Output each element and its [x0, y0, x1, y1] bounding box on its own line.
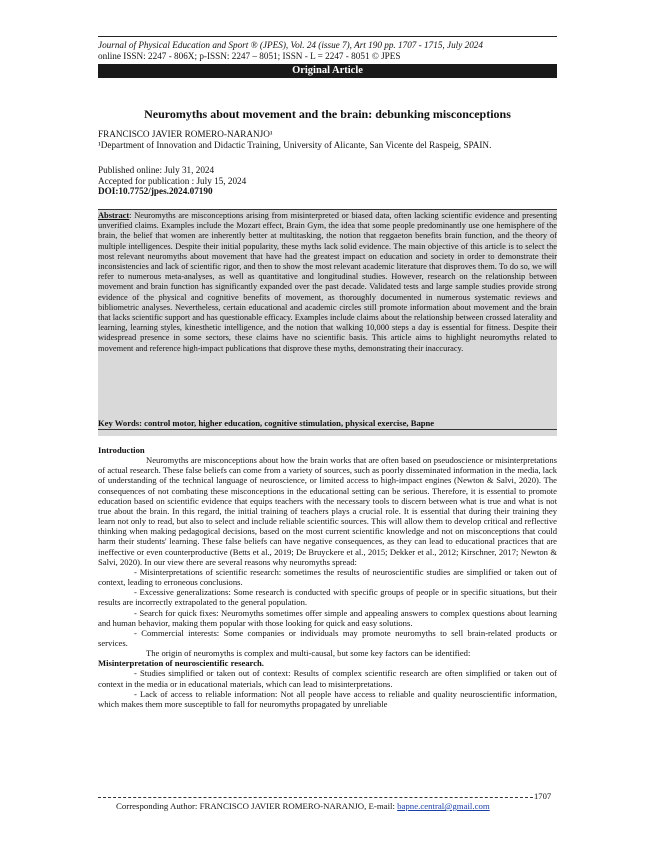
paragraph: Neuromyths are misconceptions about how the brain works that are often based on pseudoscience or misinterpretations of actual research. These false beliefs can come from a variety of sources, such as poorly disseminated information in the media, lack of understanding of the technical language of neuroscience, or limited access to high-impact engines (Newton & Salvi, 2020). The consequences of not combating these misconceptions in the educational setting can be serious. Therefore, it is essential to promote education based on scientific evidence that equips teachers with the necessary tools to discern between what is true and what is not true about the brain. In this regard, the initial training of teachers plays a crucial role. It is essential that during their training they learn not only to read, but also to select and include reliable scientific sources. This will allow them to develop critical and reflective thinking when making pedagogical decisions, based on the most current scientific knowledge and not on misconceptions that could harm their students' learning. These false beliefs can have negative consequences, as they can lead to educational practices that are ineffective or even counterproductive (Betts et al., 2019; De Bruyckere et al., 2015; Dekker et al., 2012; Kirschner, 2017; Newton & Salvi, 2020). In our view there are several reasons why neuromyths spread: — [98, 455, 557, 567]
bullet-item: - Misinterpretations of scientific research: sometimes the results of neuroscientific studies are simplified or taken out of context, leading to erroneous conclusions. — [98, 566, 557, 588]
issn-line: online ISSN: 2247 - 806X; p-ISSN: 2247 – 8051; ISSN - L = 2247 - 8051 © JPES — [98, 51, 401, 61]
publication-dates — [98, 165, 557, 197]
journal-header — [98, 40, 557, 62]
keywords-text: control motor, higher education, cognitive stimulation, physical exercise, Bapne — [144, 418, 435, 428]
doi: DOI:10.7752/jpes.2024.07190 — [98, 186, 213, 196]
introduction-heading: Introduction — [98, 445, 145, 455]
article-title: Neuromyths about movement and the brain: debunking misconceptions — [144, 107, 511, 121]
bullet-item: - Commercial interests: Some companies or individuals may promote neuromyths to sell brain-related products or services. — [98, 627, 557, 648]
accepted-date: Accepted for publication : July 15, 2024 — [98, 175, 247, 186]
author-affiliation: ¹Department of Innovation and Didactic Training, University of Alicante, San Vicente del Raspeig, SPAIN. — [98, 140, 492, 150]
page-number: 1707 — [534, 791, 552, 801]
corresponding-author-text: Corresponding Author: FRANCISCO JAVIER ROMERO-NARANJO, E-mail: — [116, 801, 395, 811]
abstract-label: Abstract — [98, 211, 130, 220]
header-rule — [98, 36, 557, 37]
article-body — [98, 445, 557, 709]
author-block — [98, 129, 557, 151]
abstract-box: Abstract: Neuromyths are misconceptions arising from misinterpreted or biased data, often lacking scientific evidence and presenting unverified claims. Examples include the Mozart effect, Brain Gym, the idea that some people predominantly use one hemisphere of the brain, the belief that women are inherently better at multitasking, the notion that reggaeton benefits brain function, and the theory of multiple intelligences. Despite their initial popularity, these myths lack solid evidence. The main objective of this article is to select the most relevant neuromyths about movement that have had the greatest impact on education and society in order to demonstrate their inconsistencies and lack of scientific rigor, and then to show the most relevant academic literature that disproves them. To do so, we will refer to numerous meta-analyses, as well as quantitative and longitudinal studies. However, research on the relationship between movement and brain function has significantly expanded over the past decade. Validated tests and large sample studies provide strong evidence of the physical and cognitive benefits of movement, as thoroughly documented in numerous systematic reviews and bibliometric analyses. Nevertheless, certain educational and academic circles still promote information about movement and the brain that lacks scientific support and has questionable efficacy. Examples include claims about the relationship between crossed laterality and learning, learning styles, kinesthetic intelligence, and the notion that walking 10,000 steps a day is essential for fitness. Despite their widespread presence in some sectors, these claims have no scientific basis. This article aims to highlight neuromyths related to movement and reference high-impact publications that disprove these myths, demonstrating their inaccuracy. — [98, 210, 557, 436]
bullet-item: - Studies simplified or taken out of context: Results of complex scientific research are often simplified or taken out of context in the media or in educational materials, which can lead to misinterpretations. — [98, 668, 557, 689]
abstract-text: Neuromyths are misconceptions arising from misinterpreted or biased data, often lacking scientific evidence and presenting unverified claims. Examples include the Mozart effect, Brain Gym, the idea that some people predominantly use one hemisphere of the brain, the belief that women are inherently better at multitasking, the notion that reggaeton benefits brain function, and the theory of multiple intelligences. Despite their initial popularity, these myths lack solid evidence. The main objective of this article is to select the most relevant neuromyths about movement that have had the greatest impact on education and society in order to demonstrate their inconsistencies and lack of scientific rigor, and then to show the most relevant academic literature that disproves them. To do so, we will refer to numerous meta-analyses, as well as quantitative and longitudinal studies. However, research on the relationship between movement and brain function has significantly expanded over the past decade. Validated tests and large sample studies provide strong evidence of the physical and cognitive benefits of movement, as thoroughly documented in numerous systematic reviews and bibliometric analyses. Nevertheless, certain educational and academic circles still promote information about movement and the brain that lacks scientific support and has questionable efficacy. Examples include claims about the relationship between crossed laterality and learning, learning styles, kinesthetic intelligence, and the notion that walking 10,000 steps a day is essential for fitness. Despite their widespread presence in some sectors, these claims have no scientific basis. This article aims to highlight neuromyths related to movement and reference high-impact publications that disprove these myths, demonstrating their inaccuracy. — [98, 211, 558, 353]
article-type-banner: Original Article — [98, 64, 557, 78]
footer-rule — [98, 797, 533, 798]
keywords-rule — [98, 429, 557, 430]
journal-citation: Journal of Physical Education and Sport ® (JPES), Vol. 24 (issue 7), Art 190 pp. 1707 - 1715, July 2024 — [98, 40, 483, 50]
bullet-item: - Search for quick fixes: Neuromyths sometimes offer simple and appealing answers to complex questions about learning and human behavior, making them popular with those looking for quick and easy solutions. — [98, 607, 557, 628]
corresponding-author — [116, 801, 490, 811]
author-email-link[interactable]: bapne.central@gmail.com — [397, 801, 490, 811]
paragraph: The origin of neuromyths is complex and multi-causal, but some key factors can be identified: — [146, 648, 471, 659]
keywords: Key Words: control motor, higher education, cognitive stimulation, physical exercise, Bapne — [98, 418, 435, 428]
published-date: Published online: July 31, 2024 — [98, 165, 215, 175]
bullet-item: - Lack of access to reliable information: Not all people have access to reliable and quality neuroscientific information, which makes them more susceptible to fall for neuromyths propagated by unreliable — [98, 688, 557, 709]
section-heading: Misinterpretation of neuroscientific research. — [98, 658, 264, 669]
author-name: FRANCISCO JAVIER ROMERO-NARANJO¹ — [98, 129, 273, 139]
bullet-item: - Excessive generalizations: Some research is conducted with specific groups of people or in specific situations, but their results are incorrectly extrapolated to the general population. — [98, 587, 557, 608]
keywords-label: Key Words — [98, 418, 140, 428]
